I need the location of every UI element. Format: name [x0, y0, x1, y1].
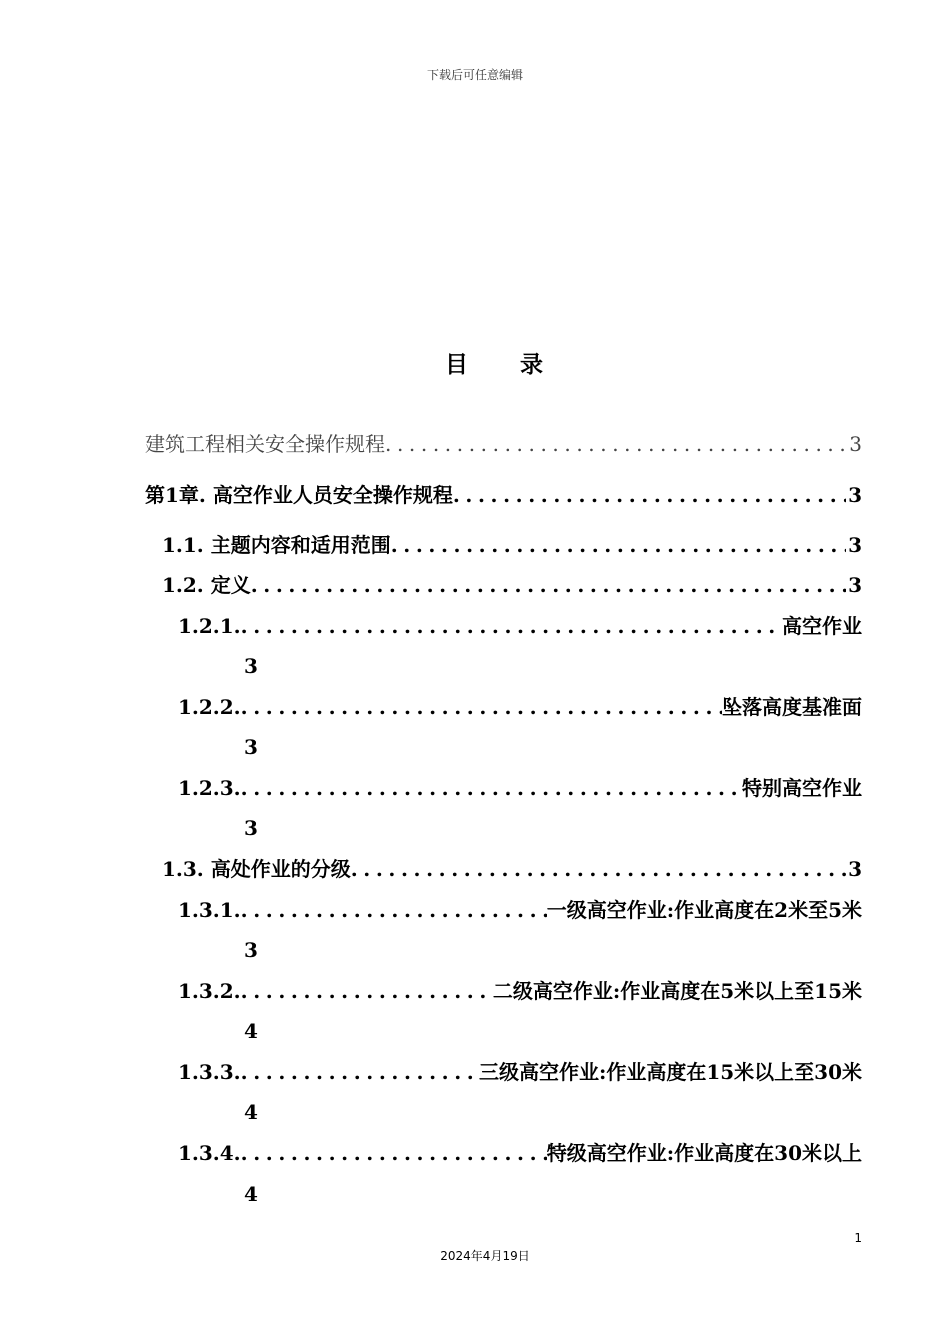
toc-entry-1-3[interactable]: 1.3. 高处作业的分级 ..... 3 [162, 854, 862, 884]
toc-entry-1-3-4-page: 4 [244, 1182, 258, 1206]
toc-entry-1-2-2[interactable]: 1.2.2. ..... 坠落高度基准面 [178, 692, 862, 722]
toc-entry-1-3-2-page: 4 [244, 1019, 258, 1043]
toc-entry-1-3-3[interactable]: 1.3.3. ..... 三级高空作业:作业高度在15米以上至30米 [178, 1057, 862, 1087]
toc-leader-dots [351, 854, 846, 884]
toc-entry-doc-title[interactable]: 建筑工程相关安全操作规程 ..... 3 [145, 429, 862, 459]
page-header: 下载后可任意编辑 [426, 68, 523, 82]
toc-entry-1-2-1[interactable]: 1.2.1. ..... 高空作业 [178, 611, 862, 641]
toc-entry-1-3-1-page: 3 [244, 938, 258, 962]
toc-leader-dots [241, 773, 742, 803]
toc-leader-dots [241, 1057, 479, 1087]
toc-entry-1-1[interactable]: 1.1. 主题内容和适用范围 ..... 3 [162, 530, 862, 560]
toc-leader-dots [241, 895, 547, 925]
toc-entry-1-2-3-page: 3 [244, 816, 258, 840]
toc-entry-chapter-1[interactable]: 第1章. 高空作业人员安全操作规程 ..... 3 [145, 480, 862, 510]
toc-leader-dots [391, 530, 846, 560]
page-footer-date: 2024年4月19日 [440, 1249, 530, 1263]
toc-leader-dots [385, 429, 847, 459]
toc-entry-1-3-3-page: 4 [244, 1100, 258, 1124]
toc-leader-dots [241, 692, 722, 722]
toc-leader-dots [241, 1138, 547, 1168]
page-number: 1 [854, 1231, 862, 1245]
toc-entry-1-2-1-page: 3 [244, 654, 258, 678]
toc-leader-dots [241, 611, 782, 641]
toc-entry-1-2[interactable]: 1.2. 定义 ..... 3 [162, 570, 862, 600]
toc-entry-1-2-3[interactable]: 1.2.3. ..... 特别高空作业 [178, 773, 862, 803]
toc-leader-dots [453, 480, 846, 510]
toc-entry-1-2-2-page: 3 [244, 735, 258, 759]
toc-leader-dots [241, 976, 493, 1006]
toc-entry-1-3-1[interactable]: 1.3.1. ..... 一级高空作业:作业高度在2米至5米 [178, 895, 862, 925]
toc-title: 目 录 [444, 351, 565, 378]
toc-entry-1-3-4[interactable]: 1.3.4. ..... 特级高空作业:作业高度在30米以上 [178, 1138, 862, 1168]
toc-entry-1-3-2[interactable]: 1.3.2. ..... 二级高空作业:作业高度在5米以上至15米 [178, 976, 862, 1006]
toc-leader-dots [251, 570, 846, 600]
